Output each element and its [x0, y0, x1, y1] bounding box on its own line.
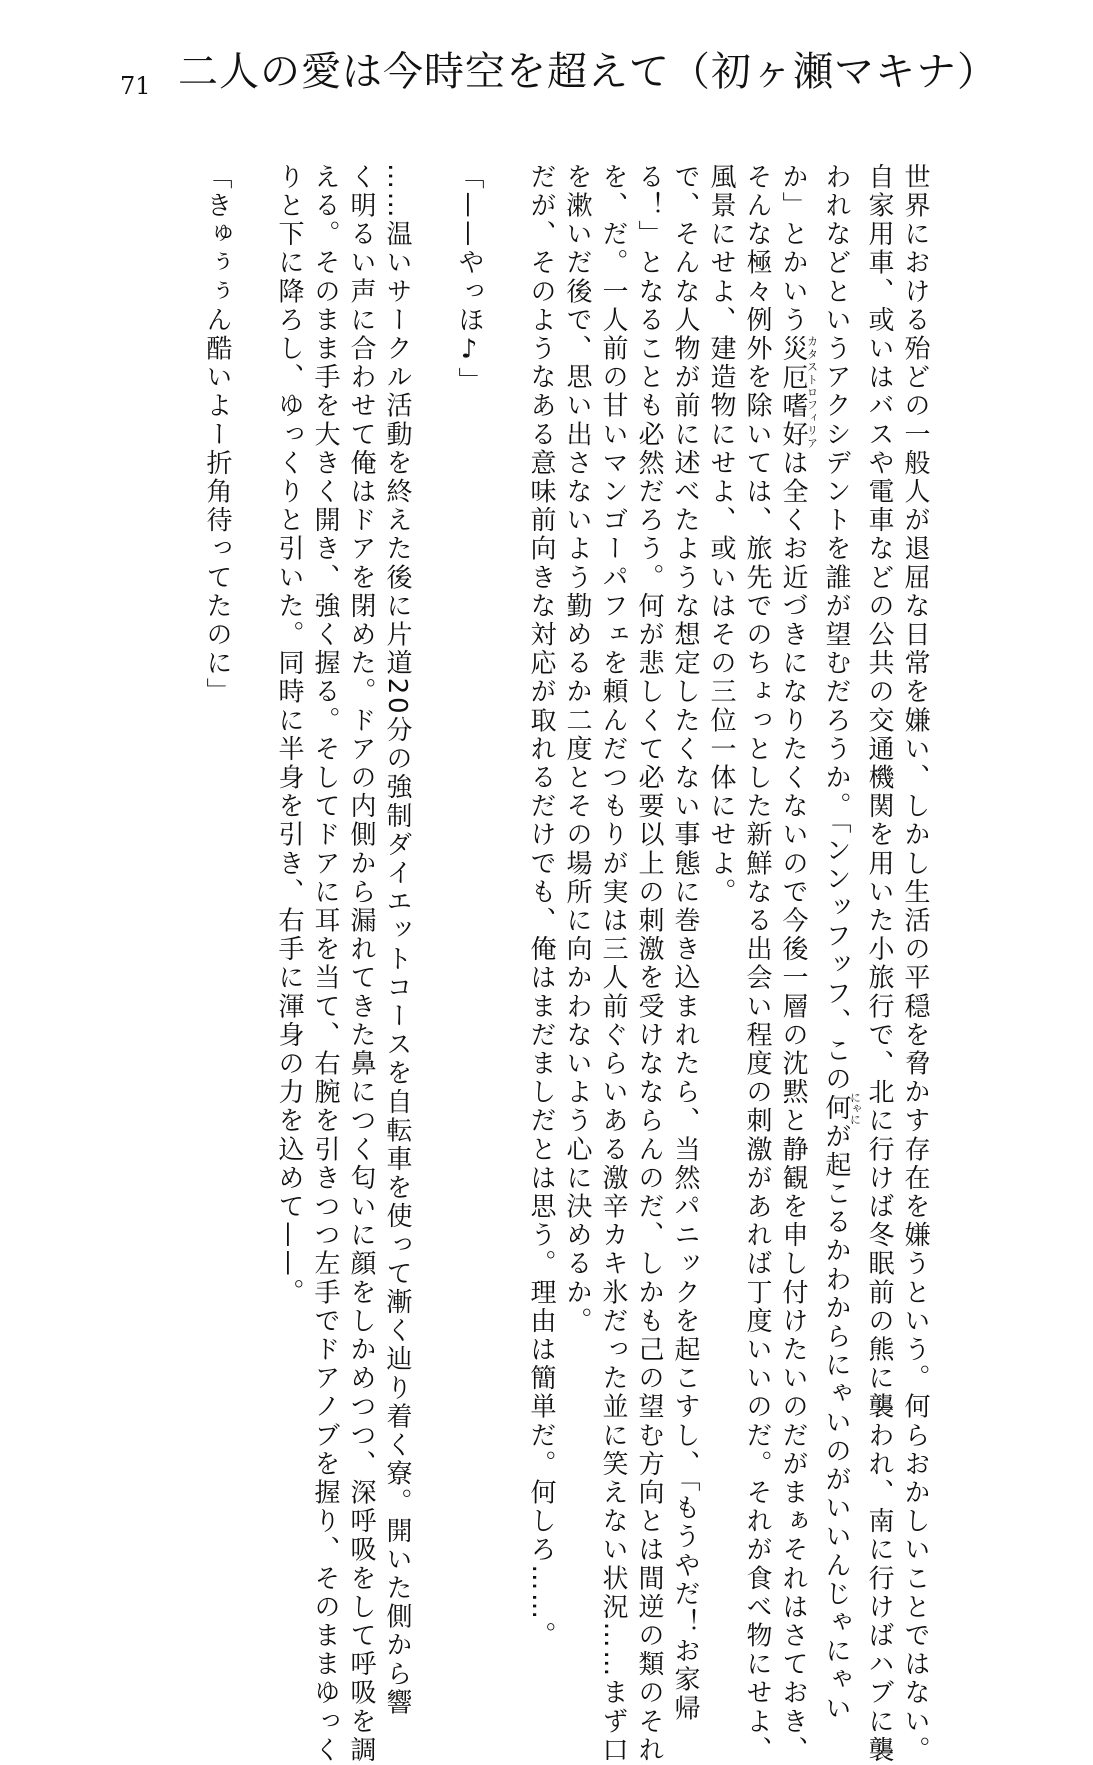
- text-line: [818, 163, 862, 1724]
- text-line: [379, 163, 415, 1718]
- text-line: [343, 163, 379, 1765]
- body-text: [199, 163, 933, 1765]
- ruby-annotation: カタストロフィリア: [805, 334, 819, 449]
- text-line: [739, 163, 775, 1765]
- text-line: [897, 163, 933, 1765]
- text-segment: われなどというアクシデントを誰が望むだろうか。「ンンッフッフ、この: [821, 163, 851, 1094]
- text-line: [559, 163, 595, 1423]
- text-line: [199, 163, 235, 1423]
- text-segment: 自家用車、或いはバスや電車などの公共の交通機関を用いた小旅行で、北に行けば冬眠前の熊に襲われ、南に行けばハブに襲: [864, 163, 894, 1765]
- page-number: 71: [120, 72, 151, 100]
- text-segment: える。そのまま手を大きく開き、強く握る。そしてドアに耳を当て、右腕を引きつつ左手でドアノブを握り、そのままゆっく: [310, 163, 340, 1765]
- text-segment: そんな極々例外を除いては、旅先でのちょっとした新鮮なる出会い程度の刺激があれば丁度いいのだ。それが食べ物にせよ、: [742, 163, 772, 1765]
- chapter-title: 二人の愛は今時空を超えて（初ヶ瀬マキナ）: [178, 49, 998, 95]
- text-segment: 「きゅぅぅん酷いよー折角待ってたのに」: [202, 163, 232, 707]
- text-segment: は全くお近づきになりたくないので今後一層の沈黙と静観を申し付けたいのだがまぁそれはさておき、: [778, 449, 808, 1765]
- text-line: [307, 163, 343, 1765]
- text-segment: 風景にせよ、建造物にせよ、或いはその三位一体にせよ。: [706, 163, 736, 907]
- text-segment: ……温いサークル活動を終えた後に片道20分の強制ダイエットコースを自転車を使って漸く辿り着く寮。開いた側から響: [382, 163, 412, 1718]
- text-segment: で、そんな人物が前に述べたような想定したくない事態に巻き込まれたら、当然パニックを起こすし、「もうやだ！お家帰: [670, 163, 700, 1723]
- ruby-base: 災厄嗜好: [778, 334, 808, 450]
- text-segment: る！」となることも必然だろう。何が悲しくて必要以上の刺激を受けなならんのだ、しかも己の望む方向とは間逆の類のそれ: [634, 163, 664, 1765]
- text-line: [271, 163, 307, 1423]
- ruby-annotation: にゃに: [848, 1091, 862, 1125]
- text-line: [523, 163, 559, 1651]
- text-line: [631, 163, 667, 1765]
- text-line: [667, 163, 703, 1723]
- text-line: [703, 163, 739, 1423]
- text-line: [861, 163, 897, 1765]
- text-segment: を、だ。一人前の甘いマンゴーパフェを頼んだつもりが実は三人前ぐらいある激辛カキ氷だった並に笑えない状況……まず口: [598, 163, 628, 1765]
- ruby-word: [778, 334, 819, 450]
- text-segment: か」とかいう: [778, 163, 808, 335]
- text-segment: が起こるかわからにゃいのがいいんじゃにゃい: [821, 1122, 851, 1724]
- text-segment: 「——やっほ♪」: [454, 163, 484, 396]
- text-line: [775, 163, 819, 1765]
- text-segment: を漱いだ後で、思い出さないよう勤めるか二度とその場所に向かわないよう心に決めるか。: [562, 163, 592, 1336]
- ruby-base: 何: [821, 1091, 851, 1125]
- text-segment: りと下に降ろし、ゆっくりと引いた。同時に半身を引き、右手に渾身の力を込めて——。: [274, 163, 304, 1307]
- text-line: [451, 163, 487, 1423]
- text-segment: だが、そのようなある意味前向きな対応が取れるだけでも、俺はまだましだとは思う。理由は簡単だ。何しろ……。: [526, 163, 556, 1651]
- text-segment: 世界における殆どの一般人が退屈な日常を嫌い、しかし生活の平穏を脅かす存在を嫌うという。何らおかしいことではない。: [900, 163, 930, 1765]
- text-line: [595, 163, 631, 1765]
- ruby-word: [821, 1091, 862, 1125]
- text-segment: く明るい声に合わせて俺はドアを閉めた。ドアの内側から漏れてきた鼻につく匂いに顔をしかめつつ、深呼吸をして呼吸を調: [346, 163, 376, 1765]
